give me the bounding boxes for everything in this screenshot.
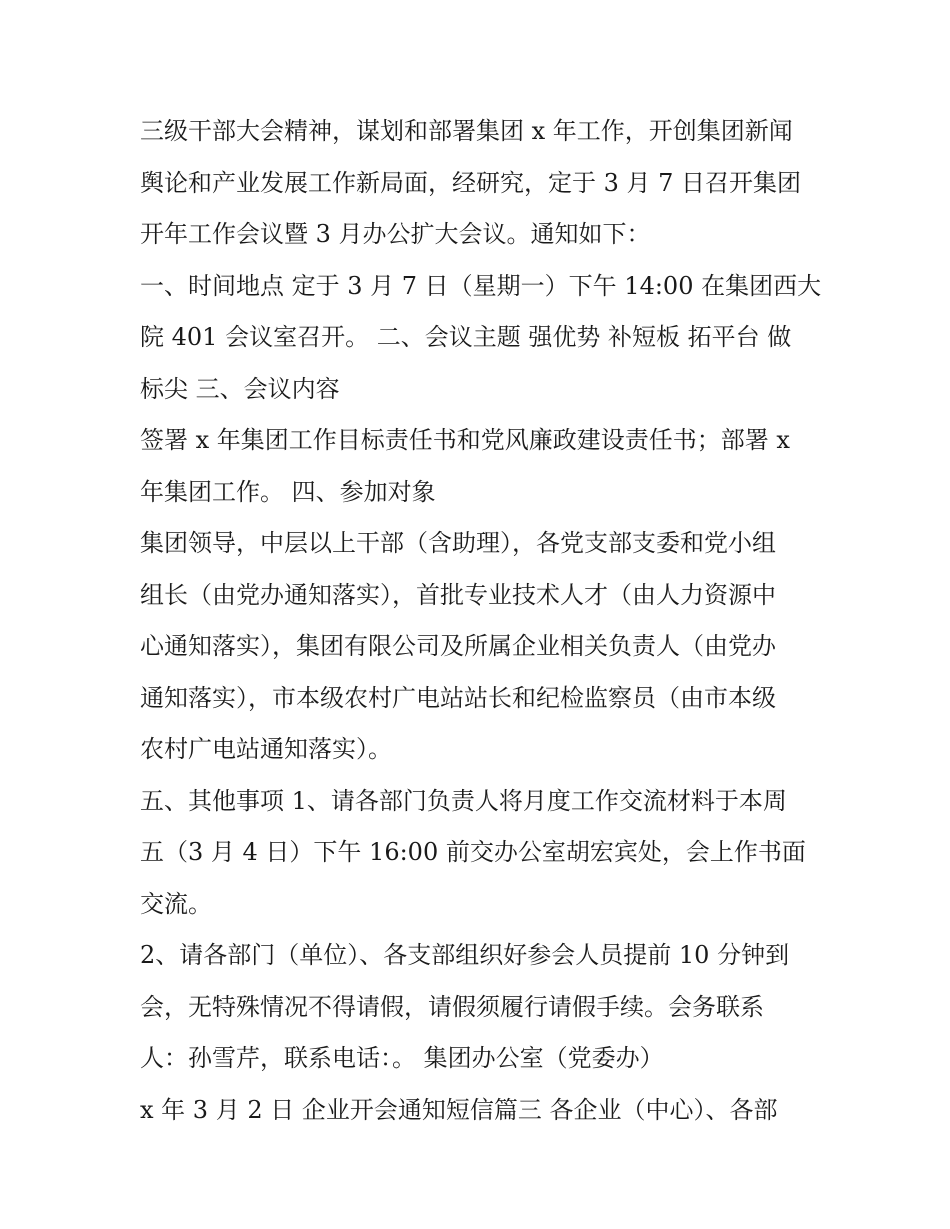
text-line-2: 舆论和产业发展工作新局面，经研究，定于 3 月 7 日召开集团 — [140, 168, 802, 197]
text-line-15: 五（3 月 4 日）下午 16:00 前交办公室胡宏宾处，会上作书面 — [140, 838, 806, 866]
text-line-4: 一、时间地点 定于 3 月 7 日（星期一）下午 14:00 在集团西大 — [140, 271, 822, 300]
document-body — [140, 106, 820, 1136]
text-line-20: x 年 3 月 2 日 企业开会通知短信篇三 各企业（中心）、各部 — [140, 1095, 778, 1124]
text-line-6: 标尖 三、会议内容 — [140, 374, 340, 403]
text-line-9: 集团领导，中层以上干部（含助理），各党支部支委和党小组 — [140, 529, 776, 557]
text-line-19: 人：孙雪芹，联系电话：。 集团办公室（党委办） — [140, 1044, 664, 1072]
text-line-13: 农村广电站通知落实）。 — [140, 735, 392, 763]
text-line-18: 会，无特殊情况不得请假，请假须履行请假手续。会务联系 — [140, 992, 764, 1021]
text-line-7: 签署 x 年集团工作目标责任书和党风廉政建设责任书；部署 x — [140, 426, 790, 454]
text-line-8: 年集团工作。 四、参加对象 — [140, 477, 436, 506]
text-line-1: 三级干部大会精神，谋划和部署集团 x 年工作，开创集团新闻 — [140, 117, 793, 145]
text-line-12: 通知落实），市本级农村广电站站长和纪检监察员（由市本级 — [140, 683, 776, 712]
text-line-11: 心通知落实），集团有限公司及所属企业相关负责人（由党办 — [140, 632, 776, 660]
text-line-3: 开年工作会议暨 3 月办公扩大会议。通知如下： — [140, 220, 651, 248]
text-line-10: 组长（由党办通知落实），首批专业技术人才（由人力资源中 — [140, 580, 776, 609]
text-line-16: 交流。 — [140, 889, 212, 918]
text-line-17: 2、请各部门（单位）、各支部组织好参会人员提前 10 分钟到 — [140, 941, 790, 969]
text-line-5: 院 401 会议室召开。 二、会议主题 强优势 补短板 拓平台 做 — [140, 323, 792, 351]
text-line-14: 五、其他事项 1、请各部门负责人将月度工作交流材料于本周 — [140, 786, 787, 815]
